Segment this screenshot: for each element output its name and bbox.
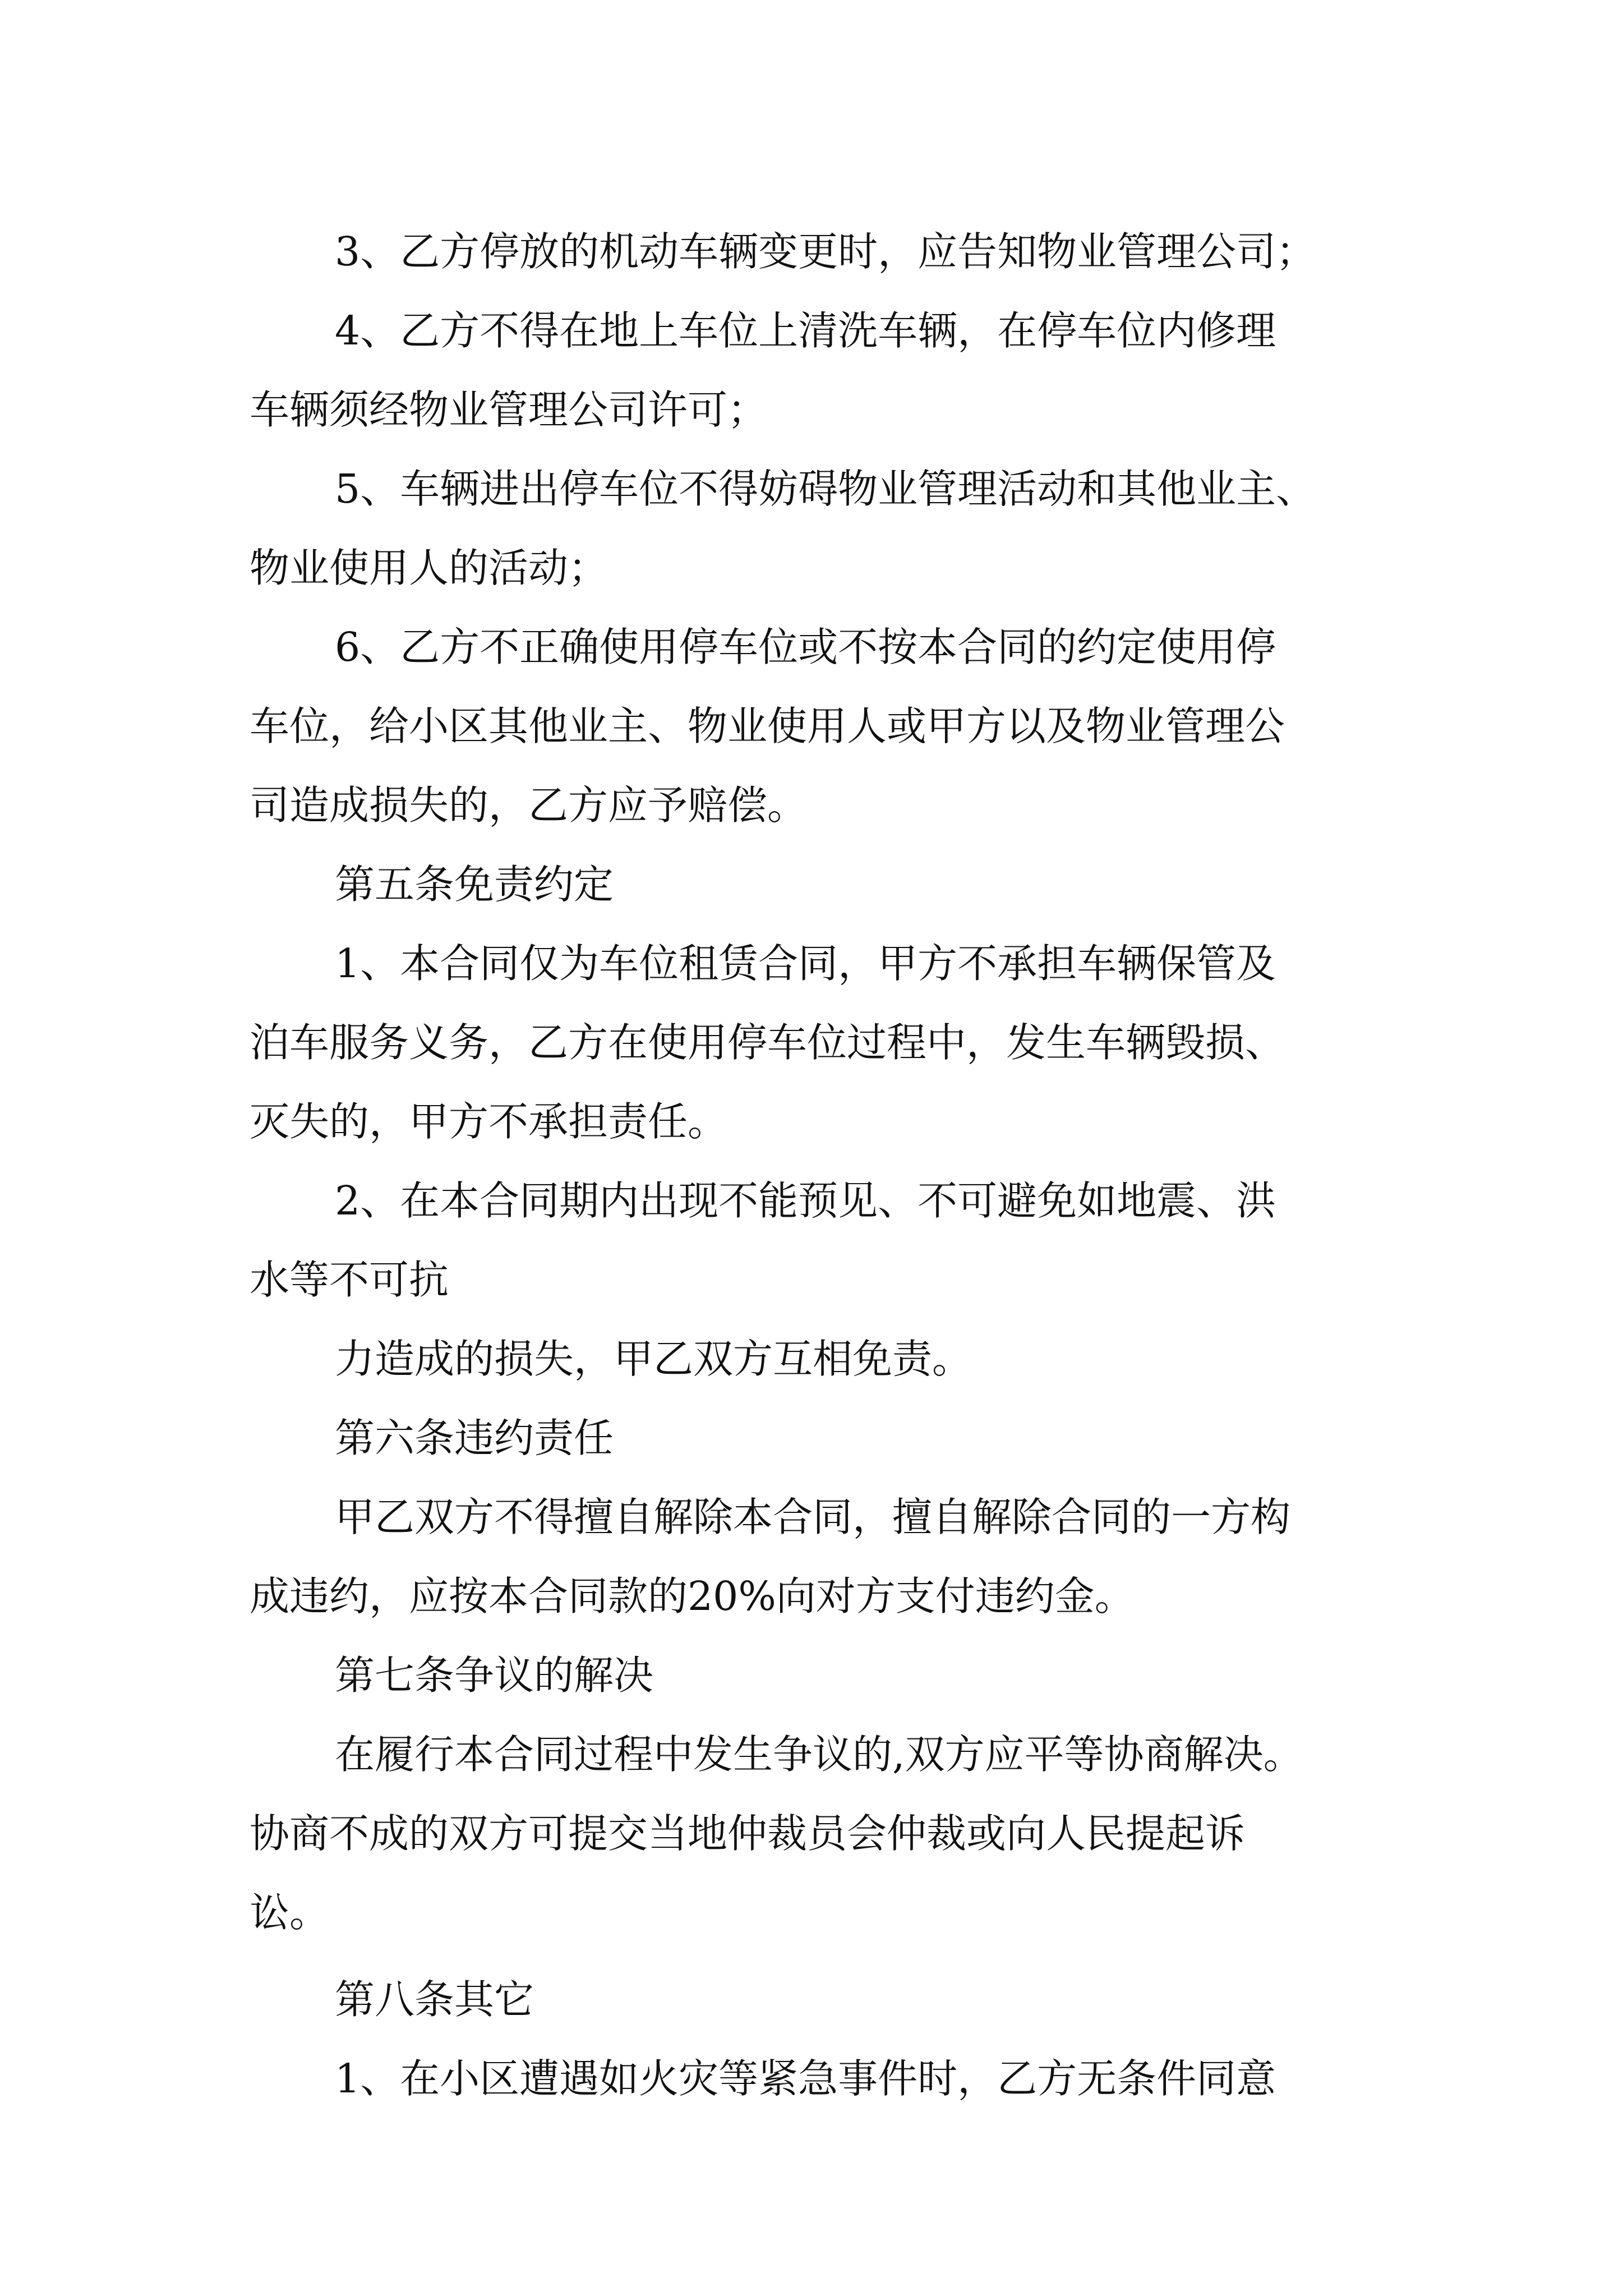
section-heading: 第八条其它 [335, 1976, 534, 2023]
paragraph-line: 1、本合同仅为车位租赁合同，甲方不承担车辆保管及 [335, 940, 1276, 987]
paragraph-line: 成违约，应按本合同款的20%向对方支付违约金。 [250, 1573, 1135, 1619]
paragraph-line: 1、在小区遭遇如火灾等紧急事件时，乙方无条件同意 [335, 2055, 1276, 2102]
paragraph-line: 车辆须经物业管理公司许可； [250, 386, 768, 433]
paragraph-line: 泊车服务义务，乙方在使用停车位过程中，发生车辆毁损、 [250, 1019, 1285, 1066]
paragraph-line: 5、车辆进出停车位不得妨碍物业管理活动和其他业主、 [335, 466, 1316, 512]
paragraph-line: 司造成损失的，乙方应予赔偿。 [250, 782, 808, 829]
paragraph-line: 讼。 [250, 1889, 330, 1936]
paragraph-line: 2、在本合同期内出现不能预见、不可避免如地震、洪 [335, 1177, 1276, 1224]
section-heading: 第五条免责约定 [335, 861, 614, 908]
paragraph-line: 水等不可抗 [250, 1257, 449, 1303]
section-heading: 第六条违约责任 [335, 1415, 614, 1461]
paragraph-line: 灭失的，甲方不承担责任。 [250, 1098, 728, 1145]
paragraph-line: 甲乙双方不得擅自解除本合同，擅自解除合同的一方构 [335, 1494, 1291, 1540]
paragraph-line: 6、乙方不正确使用停车位或不按本合同的约定使用停 [335, 624, 1276, 670]
paragraph-line: 协商不成的双方可提交当地仲裁员会仲裁或向人民提起诉 [250, 1810, 1246, 1857]
paragraph-line: 力造成的损失，甲乙双方互相免责。 [335, 1336, 972, 1382]
section-heading: 第七条争议的解决 [335, 1652, 654, 1699]
paragraph-line: 4、乙方不得在地上车位上清洗车辆，在停车位内修理 [335, 307, 1276, 354]
paragraph-line: 车位，给小区其他业主、物业使用人或甲方以及物业管理公 [250, 703, 1285, 749]
paragraph-line: 3、乙方停放的机动车辆变更时，应告知物业管理公司； [335, 228, 1316, 275]
document-body [250, 212, 1394, 2118]
paragraph-line: 物业使用人的活动； [250, 545, 608, 591]
paragraph-line: 在履行本合同过程中发生争议的,双方应平等协商解决。 [335, 1731, 1303, 1778]
